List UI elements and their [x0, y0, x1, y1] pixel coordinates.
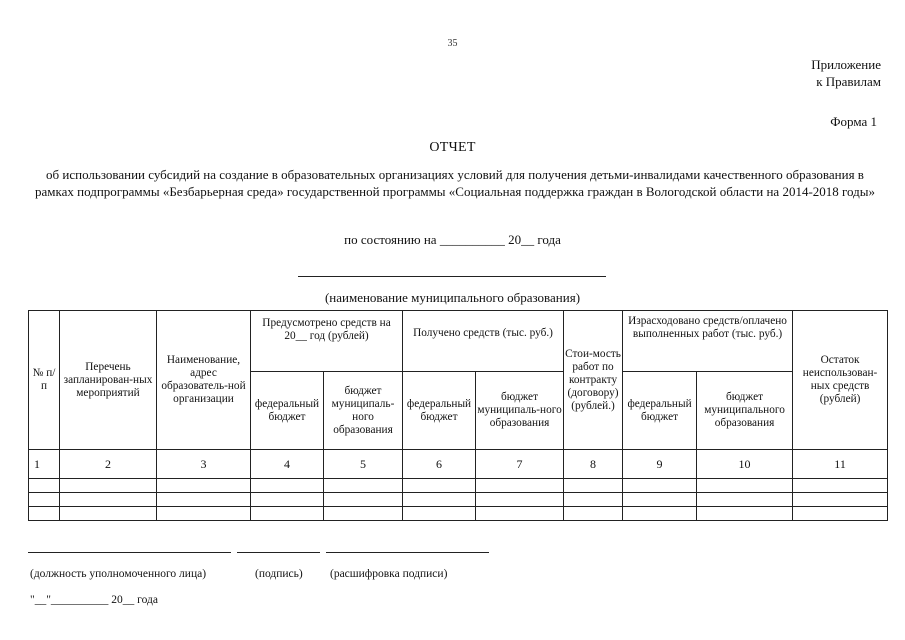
report-description: об использовании субсидий на создание в образовательных организациях условий для получения детьми-инвалидами качественного образования в рамках подпрограммы «Безбарьерная среда» государственной программы «Социальная поддержка граждан в Вологодской области на 2014-2018 годы» — [34, 167, 876, 199]
municipality-blank-line — [298, 276, 606, 277]
header-remainder: Остаток неиспользован-ных средств (рублей) — [793, 311, 888, 450]
report-table — [28, 310, 888, 521]
header-planned: Предусмотрено средств на 20__ год (рублей) — [251, 311, 403, 372]
report-title: ОТЧЕТ — [429, 140, 476, 155]
header-received: Получено средств (тыс. руб.) — [403, 311, 564, 372]
header-received-federal: федеральный бюджет — [403, 372, 476, 450]
column-number-9: 9 — [623, 450, 697, 479]
position-caption: (должность уполномоченного лица) — [30, 568, 207, 580]
column-number-4: 4 — [251, 450, 324, 479]
appendix-line-1: Приложение — [811, 57, 881, 72]
page-number: 35 — [447, 38, 458, 49]
column-number-7: 7 — [476, 450, 564, 479]
column-number-5: 5 — [324, 450, 403, 479]
signature-caption: (подпись) — [255, 568, 303, 580]
header-row-1 — [29, 311, 888, 372]
municipality-label: (наименование муниципального образования) — [324, 290, 581, 305]
column-number-2: 2 — [60, 450, 157, 479]
header-spent: Израсходовано средств/оплачено выполненных работ (тыс. руб.) — [623, 311, 793, 372]
column-number-8: 8 — [564, 450, 623, 479]
position-blank-line — [28, 552, 231, 553]
header-num: № п/п — [29, 311, 60, 450]
column-number-row — [29, 450, 888, 479]
header-spent-municipal: бюджет муниципального образования — [697, 372, 793, 450]
column-number-11: 11 — [793, 450, 888, 479]
signature-blank-line — [237, 552, 320, 553]
header-planned-federal: федеральный бюджет — [251, 372, 324, 450]
header-planned-municipal: бюджет муниципаль-ного образования — [324, 372, 403, 450]
table-row-empty — [29, 507, 888, 521]
table-row-empty — [29, 479, 888, 493]
column-number-3: 3 — [157, 450, 251, 479]
column-number-10: 10 — [697, 450, 793, 479]
header-received-municipal: бюджет муниципаль-ного образования — [476, 372, 564, 450]
appendix-line-2: к Правилам — [816, 74, 881, 89]
form-label: Форма 1 — [830, 114, 877, 129]
column-number-6: 6 — [403, 450, 476, 479]
column-number-1: 1 — [29, 450, 60, 479]
header-organization: Наименование, адрес образователь-ной организации — [157, 311, 251, 450]
table-row-empty — [29, 493, 888, 507]
as-of-date-line: по состоянию на __________ 20__ года — [344, 232, 561, 247]
appendix-caption — [811, 56, 881, 90]
name-decode-caption: (расшифровка подписи) — [330, 568, 448, 580]
name-blank-line — [326, 552, 489, 553]
date-line: "__"__________ 20__ года — [30, 594, 158, 606]
header-spent-federal: федеральный бюджет — [623, 372, 697, 450]
header-measures: Перечень запланирован-ных мероприятий — [60, 311, 157, 450]
header-contract-cost: Стои-мость работ по контракту (договору) (рублей.) — [564, 311, 623, 450]
